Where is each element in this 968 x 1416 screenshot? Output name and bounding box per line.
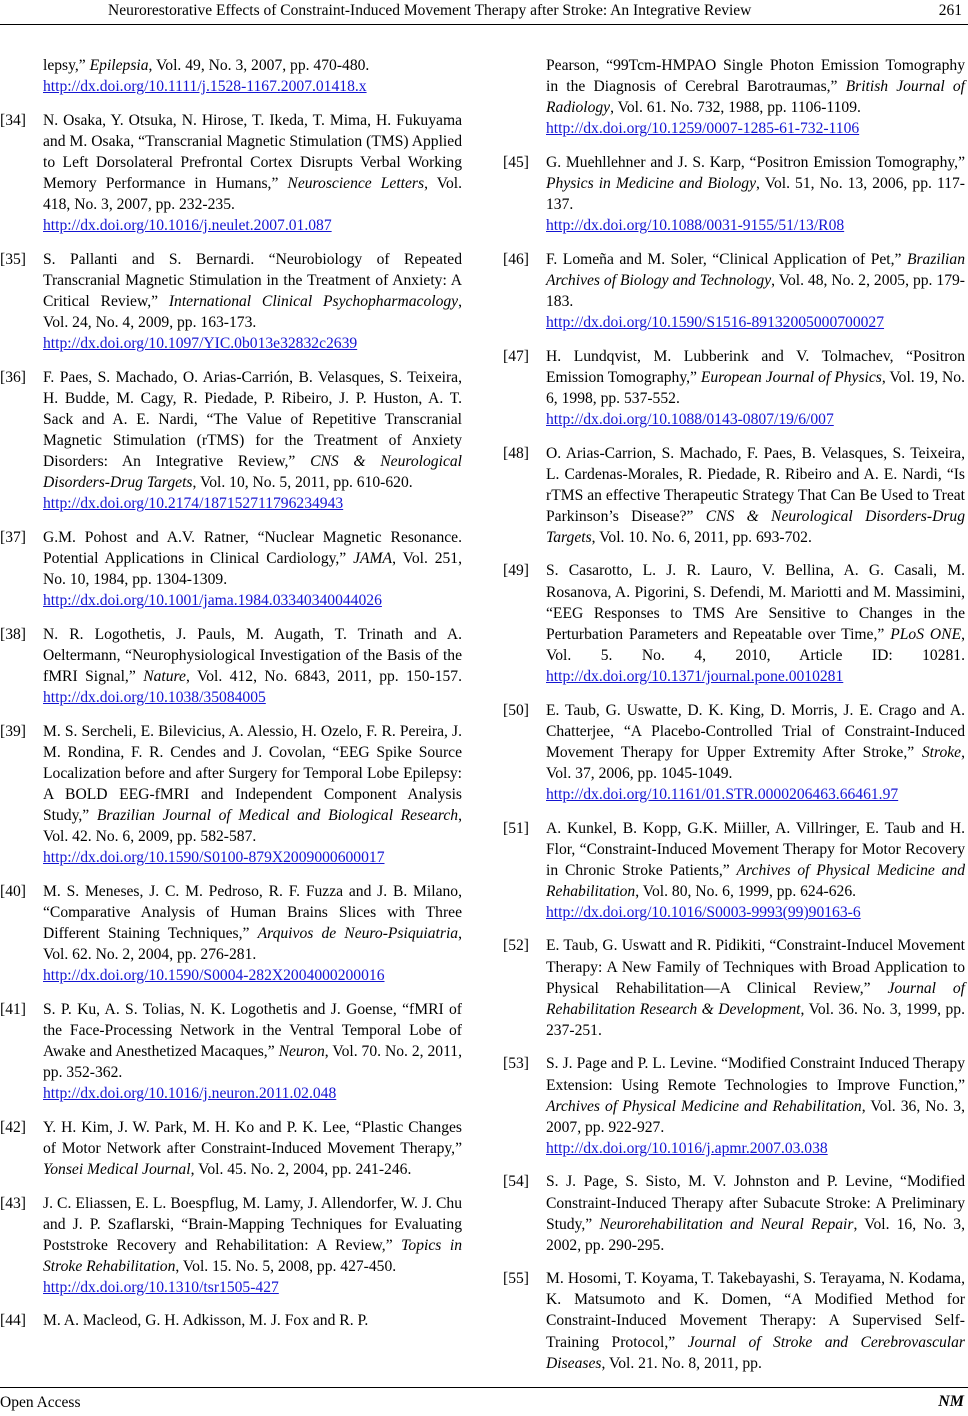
reference-body [43,881,462,986]
reference-number: [35] [0,250,26,268]
reference-number: [44] [0,1312,26,1330]
citation-text: F. Paes, S. Machado, O. Arias-Carrión, B. Velasques, S. Teixeira, H. Budde, M. Cagy, R. Piedade, P. Ribeiro, J. P. Huston, A. T. Sack and A. E. Nardi, “The Value of Repetitive Transcranial Magnetic Stimulation (rTMS) for the Treatment of Anxiety Disorders: An Integrative Review,” [43,368,462,471]
doi-link[interactable]: http://dx.doi.org/10.2174/187152711796234943 [43,495,344,513]
reference-number: [40] [0,882,26,900]
journal-title: Journal of Stroke and Cerebrovascular Diseases [546,1333,965,1372]
doi-link[interactable]: http://dx.doi.org/10.1259/0007-1285-61-732-1106 [546,120,860,138]
doi-link[interactable]: http://dx.doi.org/10.1111/j.1528-1167.2007.01418.x [43,78,367,96]
citation-text: Y. H. Kim, J. W. Park, M. H. Ko and P. K. Lee, “Plastic Changes of Motor Network after Constraint-Induced Movement Therapy,” [43,1118,462,1157]
citation-details: , Vol. 80, No. 6, 1999, pp. 624-626. [635,882,857,900]
journal-title: Neuron [278,1042,325,1060]
reference-continued [0,55,462,97]
citation-text: N. R. Logothetis, J. Pauls, M. Augath, T. Trinath and A. Oeltermann, “Neurophysiological Investigation of the Basis of the fMRI Signal,” [43,625,462,685]
reference-number: [50] [503,701,529,719]
citation-details: , Vol. 251, No. 10, 1984, pp. 1304-1309. [43,549,463,589]
doi-link[interactable]: http://dx.doi.org/10.1590/S1516-89132005000700027 [546,314,885,332]
citation-details: , Vol. 51, No. 13, 2006, pp. 117-137. [546,174,965,214]
doi-link[interactable]: http://dx.doi.org/10.1590/S0004-282X2004000200016 [43,967,385,985]
reference-body [43,1310,462,1331]
citation-details: , Vol. 36, No. 3, 2007, pp. 922-927. [546,1097,965,1136]
journal-title: Yonsei Medical Journal [43,1160,191,1178]
reference-number: [39] [0,722,26,740]
citation-details: , Vol. 49, No. 3, 2007, pp. 470-480. [148,57,370,74]
citation-text: S. Casarotto, L. J. R. Lauro, V. Bellina, A. G. Casali, M. Rosanova, A. Pigorini, S. Defendi, M. Mariotti and M. Massimini, “EEG Responses to TMS Are Sensitive to Changes in the Perturbation Parameters and Repeatable over Time,” [546,562,965,643]
citation-details: , Vol. 70. No. 2, 2011, pp. 352-362. [43,1042,462,1082]
journal-title: Nature [143,667,186,685]
reference-body [43,110,462,237]
reference-entry [503,249,965,333]
reference-entry [503,818,965,923]
reference-number: [38] [0,625,26,643]
journal-title: Neurorehabilitation and Neural Repair [599,1215,854,1233]
journal-title: Archives of Physical Medicine and Rehabilitation [546,1097,862,1115]
citation-text: lepsy,” [43,57,90,74]
reference-entry [0,881,462,986]
citation-details: , Vol. 16, No. 3, 2002, pp. 290-295. [546,1215,965,1254]
reference-number: [47] [503,347,529,365]
citation-text: N. Osaka, Y. Otsuka, N. Hirose, T. Ikeda, T. Mima, H. Fukuyama and M. Osaka, “Transcranial Magnetic Stimulation (TMS) Applied to Left Dorsolateral Prefrontal Cortex Disrupts Verbal Working Memory Performance in Humans,” [43,111,462,192]
citation-details: , Vol. 10. No. 6, 2011, pp. 693-702. [591,528,812,546]
doi-link[interactable]: http://dx.doi.org/10.1161/01.STR.0000206463.66461.97 [546,785,899,803]
citation-text: M. S. Sercheli, E. Bilevicius, A. Alessio, H. Ozelo, F. R. Pereira, J. M. Rondina, F. R. Cendes and J. Covolan, “EEG Spike Source Localization before and after Surgery for Temporal Lobe Epilepsy: A BOLD EEG-fMRI and Independent Component Analysis Study,” [43,722,462,824]
citation-text: F. Lomeña and M. Soler, “Clinical Application of Pet,” [546,250,907,268]
running-header [0,0,968,25]
doi-link[interactable]: http://dx.doi.org/10.1088/0031-9155/51/13/R08 [546,217,845,235]
reference-number: [52] [503,937,529,955]
citation-details: , Vol. 5. No. 4, 2010, Article ID: 10281. [546,625,965,664]
reference-body [546,560,965,687]
citation-details: , Vol. 36. No. 3, 1999, pp. 237-251. [546,1000,965,1039]
citation-details: , Vol. 10, No. 5, 2011, pp. 610-620. [192,474,413,492]
citation-text: Pearson, “99Tcm-HMPAO Single Photon Emission Tomography in the Diagnosis of Cerebral Barotraumas,” [546,57,965,96]
citation-text: E. Taub, G. Uswatte, D. K. King, D. Morris, J. E. Crago and A. Chatterjee, “A Placebo-Controlled Trial of Constraint-Induced Movement Therapy for Upper Extremity After Stroke,” [546,701,965,761]
reference-column-left [0,55,462,1344]
reference-body [546,1171,965,1255]
reference-body [43,721,462,869]
reference-entry [503,1268,965,1373]
journal-title: European Journal of Physics [700,368,882,386]
citation-details: , Vol. 19, No. 6, 1998, pp. 537-552. [546,368,965,407]
reference-entry [0,721,462,869]
reference-number: [54] [503,1173,529,1191]
reference-body [43,999,462,1104]
reference-entry [0,527,462,611]
reference-number: [51] [503,819,529,837]
reference-body [546,346,965,430]
journal-title: Topics in Stroke Rehabilitation [43,1236,463,1275]
citation-details: , Vol. 24, No. 4, 2009, pp. 163-173. [43,292,462,332]
journal-title: International Clinical Psychopharmacology [168,292,459,310]
citation-text: O. Arias-Carrion, S. Machado, F. Paes, B. Velasques, S. Teixeira, L. Cardenas-Morales, R. Piedade, R. Ribeiro and A. E. Nardi, “Is rTMS an effective Therapeutic Strategy That Can Be Used to Treat Parkinson’s Disease?” [546,444,965,525]
reference-number: [46] [503,250,529,268]
journal-title: PLoS ONE [890,625,962,643]
reference-number: [53] [503,1055,529,1073]
journal-logo-text: NM [938,1393,964,1410]
reference-entry [0,367,462,515]
journal-title: Journal of Rehabilitation Research & Development [546,979,965,1018]
journal-title: Neuroscience Letters [287,174,425,192]
reference-number: [49] [503,562,529,580]
citation-details: , Vol. 42. No. 6, 2009, pp. 582-587. [43,807,462,846]
reference-entry [503,560,965,687]
reference-number: [42] [0,1118,26,1136]
reference-entry [0,1117,462,1180]
doi-link[interactable]: http://dx.doi.org/10.1310/tsr1505-427 [43,1278,279,1296]
reference-number: [55] [503,1270,529,1288]
reference-entry [503,1171,965,1255]
citation-text: H. Lundqvist, M. Lubberink and V. Tolmachev, “Positron Emission Tomography,” [546,347,965,386]
reference-entry [503,152,965,236]
journal-title: Epilepsia [89,57,149,74]
reference-entry [503,935,965,1040]
journal-title: Brazilian Journal of Medical and Biological Research [96,807,459,824]
reference-entry [0,1310,462,1331]
citation-text: S. J. Page, S. Sisto, M. V. Johnston and P. Levine, “Modified Constraint-Induced Therapy after Subacute Stroke: A Preliminary Study,” [546,1173,965,1233]
reference-number: [41] [0,1000,26,1018]
citation-details: , Vol. 48, No. 2, 2005, pp. 179-183. [546,271,965,310]
citation-details: , Vol. 61. No. 732, 1988, pp. 1106-1109. [610,99,861,117]
reference-body [546,935,965,1040]
reference-body [546,55,965,139]
journal-title: CNS & Neurological Disorders-Drug Targets [546,507,965,546]
reference-number: [34] [0,111,26,129]
reference-entry [0,999,462,1104]
reference-number: [43] [0,1194,26,1212]
citation-text: G. Muehllehner and J. S. Karp, “Positron Emission Tomography,” [546,153,965,171]
reference-body [43,527,462,611]
reference-body [546,1268,965,1373]
citation-text: M. S. Meneses, J. C. M. Pedroso, R. F. Fuzza and J. B. Milano, “Comparative Analysis of Human Brains Slices with Three Different Staining Techniques,” [43,882,462,942]
reference-body [546,1053,965,1158]
citation-text: G.M. Pohost and A.V. Ratner, “Nuclear Magnetic Resonance. Potential Applications in Clinical Cardiology,” [43,528,462,567]
citation-text: S. P. Ku, A. S. Tolias, N. K. Logothetis and J. Goense, “fMRI of the Face-Processing Network in the Ventral Temporal Lobe of Awake and Anesthetized Macaques,” [43,1000,462,1060]
citation-text: J. C. Eliassen, E. L. Boespflug, M. Lamy, J. Allendorfer, W. J. Chu and J. P. Szaflarski, “Brain-Mapping Techniques for Evaluating Poststroke Recovery and Rehabilitation: A Review,” [43,1194,462,1254]
reference-body [43,1117,462,1180]
reference-continued [503,55,965,139]
page-footer [0,1387,968,1416]
citation-details: , Vol. 15. No. 5, 2008, pp. 427-450. [175,1257,397,1275]
reference-body [43,1193,462,1298]
open-access-label: Open Access [0,1394,81,1411]
reference-body [546,152,965,236]
reference-number: [45] [503,153,529,171]
citation-details: , Vol. 62. No. 2, 2004, pp. 276-281. [43,924,462,964]
journal-title: CNS & Neurological Disorders-Drug Targets [43,453,462,492]
reference-entry [503,1053,965,1158]
citation-details: , Vol. 37, 2006, pp. 1045-1049. [546,743,965,782]
doi-link[interactable]: http://dx.doi.org/10.1371/journal.pone.0010281 [546,667,844,685]
reference-entry [0,1193,462,1298]
reference-entry [0,110,462,237]
doi-link[interactable]: http://dx.doi.org/10.1016/S0003-9993(99)90163-6 [546,903,861,921]
journal-title: Arquivos de Neuro-Psiquiatria [257,924,459,942]
running-title: Neurorestorative Effects of Constraint-Induced Movement Therapy after Stroke: An Integrative Review [108,2,752,19]
reference-body [546,700,965,805]
reference-entry [503,700,965,805]
reference-entry [0,624,462,708]
citation-text: M. A. Macleod, G. H. Adkisson, M. J. Fox and R. P. [43,1312,369,1330]
doi-link[interactable]: http://dx.doi.org/10.1097/YIC.0b013e32832c2639 [43,335,358,353]
journal-title: British Journal of Radiology [546,78,965,117]
journal-title: Archives of Physical Medicine and Rehabilitation [546,861,965,900]
reference-body [546,818,965,923]
doi-link[interactable]: http://dx.doi.org/10.1088/0143-0807/19/6/007 [546,410,834,428]
reference-body [546,249,965,333]
reference-column-right [503,55,965,1386]
doi-link[interactable]: http://dx.doi.org/10.1590/S0100-879X2009000600017 [43,849,385,867]
reference-entry [503,346,965,430]
reference-number: [36] [0,368,26,386]
journal-title: Brazilian Archives of Biology and Technology [546,250,965,289]
doi-link[interactable]: http://dx.doi.org/10.1016/j.apmr.2007.03.038 [546,1139,828,1157]
doi-link[interactable]: http://dx.doi.org/10.1016/j.neuron.2011.02.048 [43,1085,337,1103]
doi-link[interactable]: http://dx.doi.org/10.1038/35084005 [43,689,266,707]
reference-entry [503,443,965,548]
citation-text: M. Hosomi, T. Koyama, T. Takebayashi, S. Terayama, N. Kodama, K. Matsumoto and K. Domen, “A Modified Method for Constraint-Induced Movement Therapy: A Supervised Self-Training Protocol,” [546,1270,965,1351]
citation-details: , Vol. 412, No. 6843, 2011, pp. 150-157. [185,667,463,685]
reference-body [43,55,462,97]
citation-details: , Vol. 45. No. 2, 2004, pp. 241-246. [190,1160,412,1178]
journal-title: Physics in Medicine and Biology [546,174,756,192]
citation-details: , Vol. 418, No. 3, 2007, pp. 232-235. [43,174,462,214]
doi-link[interactable]: http://dx.doi.org/10.1001/jama.1984.03340340044026 [43,592,382,610]
reference-number: [48] [503,444,529,462]
citation-text: S. J. Page and P. L. Levine. “Modified Constraint Induced Therapy Extension: Using Remote Technologies to Improve Function,” [546,1055,965,1094]
reference-number: [37] [0,528,26,546]
reference-body [43,249,462,354]
journal-title: JAMA [353,549,393,567]
citation-text: A. Kunkel, B. Kopp, G.K. Miiller, A. Villringer, E. Taub and H. Flor, “Constraint-Induced Movement Therapy for Motor Recovery in Chronic Stroke Patients,” [546,819,965,879]
journal-title: Stroke [921,743,962,761]
reference-body [43,367,462,515]
citation-text: S. Pallanti and S. Bernardi. “Neurobiology of Repeated Transcranial Magnetic Stimulation in the Treatment of Anxiety: A Critical Review,” [43,250,462,310]
reference-body [43,624,462,708]
reference-entry [0,249,462,354]
doi-link[interactable]: http://dx.doi.org/10.1016/j.neulet.2007.01.087 [43,217,332,235]
page-number: 261 [938,2,962,19]
citation-text: E. Taub, G. Uswatt and R. Pidikiti, “Constraint-Inducel Movement Therapy: A New Family of Techniques with Broad Application to Physical Rehabilitation—A Clinical Review,” [546,937,965,997]
citation-details: , Vol. 21. No. 8, 2011, pp. [601,1354,762,1372]
reference-body [546,443,965,548]
